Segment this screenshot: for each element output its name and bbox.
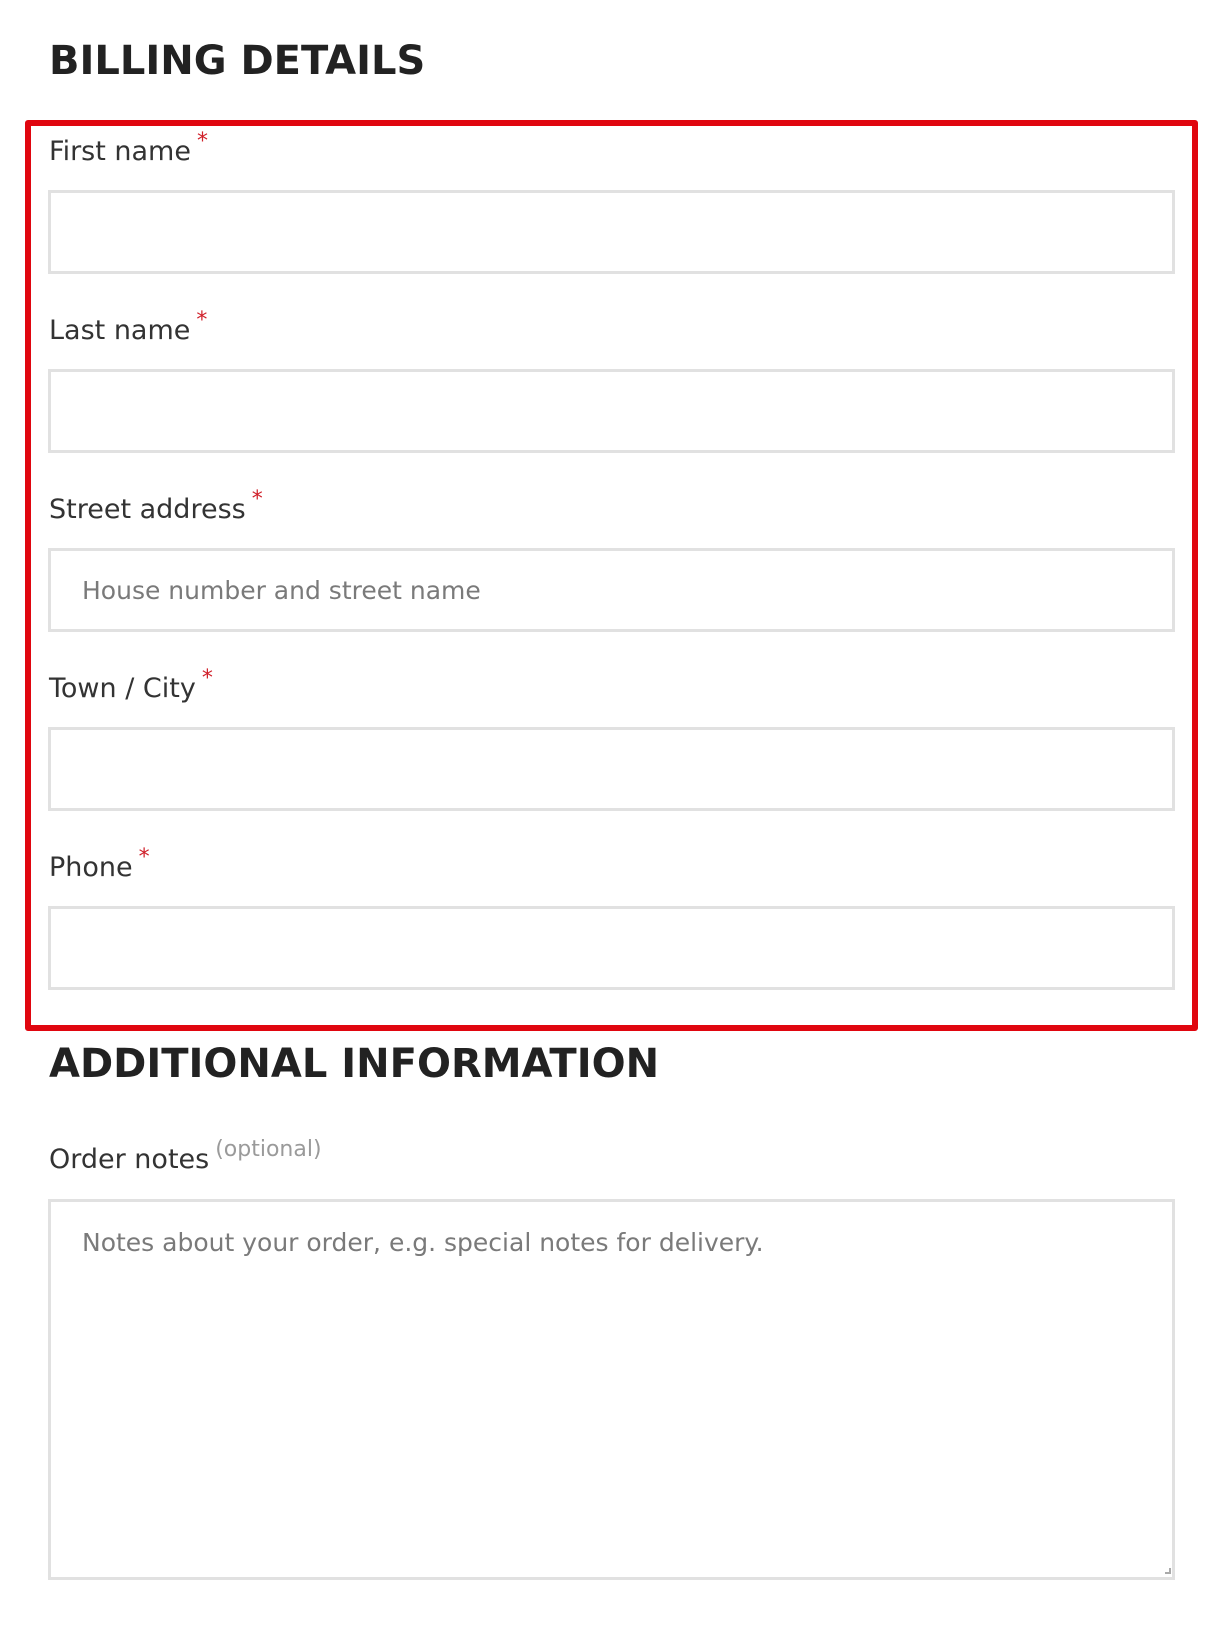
order-notes-label bbox=[49, 1137, 322, 1175]
last-name-label-text: Last name bbox=[49, 315, 191, 346]
first-name-label bbox=[49, 129, 208, 167]
billing-details-heading: BILLING DETAILS bbox=[49, 38, 426, 84]
required-asterisk: * bbox=[251, 487, 263, 512]
optional-tag: (optional) bbox=[215, 1137, 322, 1162]
town-city-input[interactable] bbox=[48, 727, 1175, 811]
town-city-label-text: Town / City bbox=[49, 673, 196, 704]
last-name-label bbox=[49, 308, 208, 346]
order-notes-label-text: Order notes bbox=[49, 1144, 210, 1175]
additional-information-heading: ADDITIONAL INFORMATION bbox=[49, 1041, 660, 1087]
street-address-label-text: Street address bbox=[49, 494, 246, 525]
required-asterisk: * bbox=[196, 308, 208, 333]
phone-label-text: Phone bbox=[49, 852, 133, 883]
required-asterisk: * bbox=[196, 129, 208, 154]
first-name-label-text: First name bbox=[49, 136, 191, 167]
first-name-input[interactable] bbox=[48, 190, 1175, 274]
resize-handle-icon[interactable] bbox=[1165, 1568, 1171, 1574]
last-name-input[interactable] bbox=[48, 369, 1175, 453]
phone-label bbox=[49, 845, 150, 883]
phone-input[interactable] bbox=[48, 906, 1175, 990]
required-asterisk: * bbox=[138, 845, 150, 870]
town-city-label bbox=[49, 666, 213, 704]
street-address-input[interactable] bbox=[48, 548, 1175, 632]
required-asterisk: * bbox=[201, 666, 213, 691]
order-notes-textarea[interactable] bbox=[48, 1199, 1175, 1580]
street-address-label bbox=[49, 487, 263, 525]
